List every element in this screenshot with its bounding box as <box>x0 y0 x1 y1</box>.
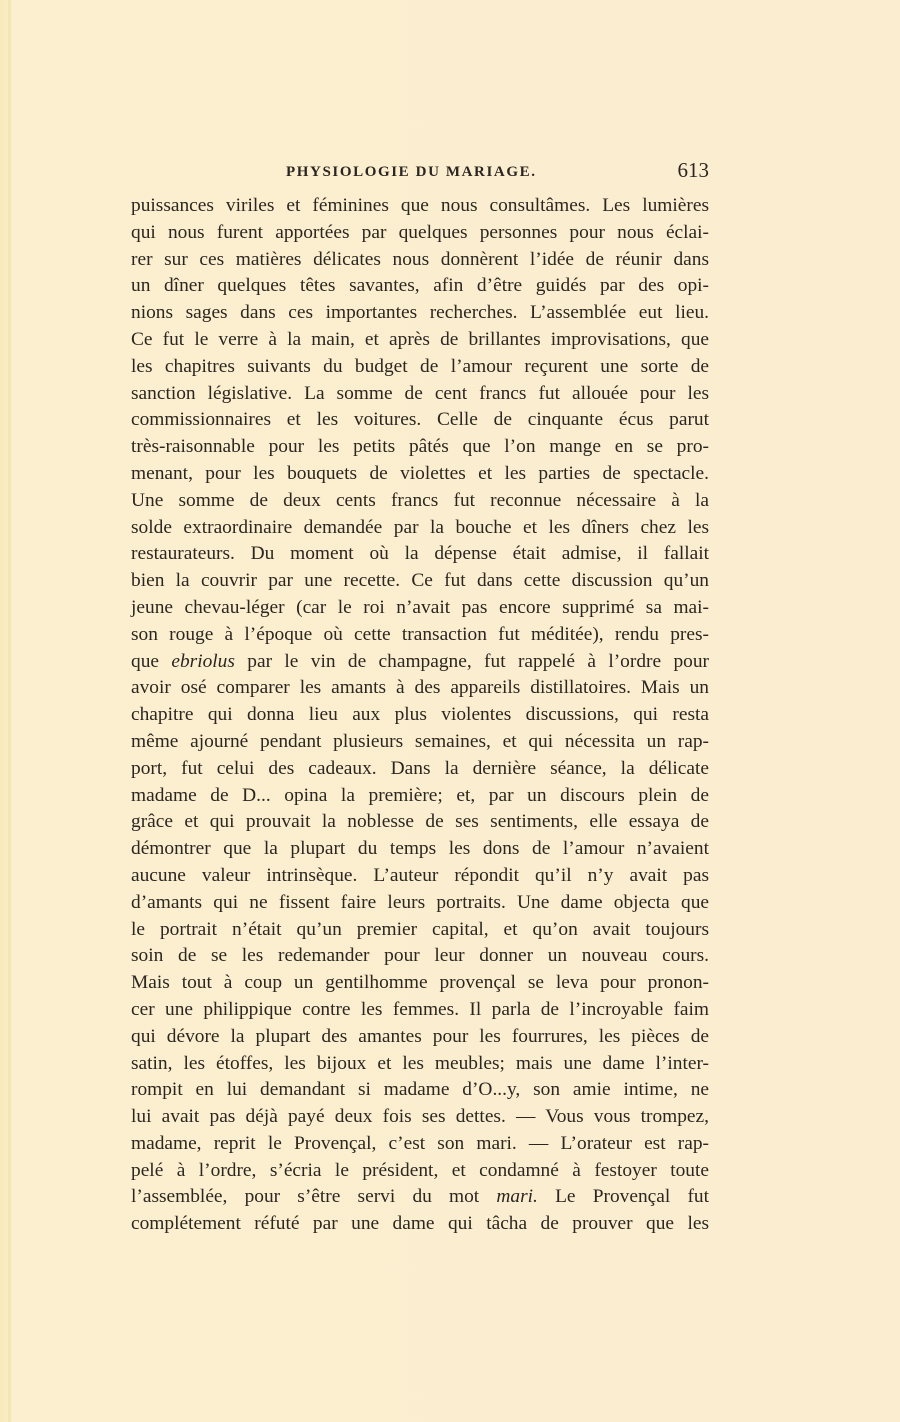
text-line <box>131 783 709 810</box>
text-line <box>131 354 709 381</box>
text-line <box>131 381 709 408</box>
text-segment: complétement réfuté par une dame qui tâcha de prouver que les <box>131 1213 709 1235</box>
text-line <box>131 300 709 327</box>
text-segment: Le Provençal fut <box>537 1186 709 1208</box>
text-line <box>131 1024 709 1051</box>
running-title: PHYSIOLOGIE DU MARIAGE. <box>286 164 537 180</box>
text-segment: sanction législative. La somme de cent francs fut allouée pour les <box>131 382 709 404</box>
text-line <box>131 756 709 783</box>
text-line <box>131 1051 709 1078</box>
text-line <box>131 890 709 917</box>
text-line <box>131 729 709 756</box>
text-segment: rer sur ces matières délicates nous donnèrent l’idée de réunir dans <box>131 248 709 270</box>
text-line <box>131 702 709 729</box>
text-line <box>131 836 709 863</box>
text-line <box>131 193 709 220</box>
text-line <box>131 595 709 622</box>
text-line <box>131 220 709 247</box>
text-segment: par le vin de champagne, fut rappelé à l’ordre pour <box>234 650 709 672</box>
text-segment: aucune valeur intrinsèque. L’auteur répondit qu’il n’y avait pas <box>131 864 709 886</box>
text-line <box>131 407 709 434</box>
text-line <box>131 809 709 836</box>
text-segment: Une somme de deux cents francs fut reconnue nécessaire à la <box>131 489 709 511</box>
text-line <box>131 568 709 595</box>
text-segment: même ajourné pendant plusieurs semaines, et qui nécessita un rap- <box>131 730 709 752</box>
text-segment: avoir osé comparer les amants à des appareils distillatoires. Mais un <box>131 677 709 699</box>
text-line <box>131 488 709 515</box>
text-line <box>131 863 709 890</box>
text-segment: nions sages dans ces importantes recherches. L’assemblée eut lieu. <box>131 302 709 324</box>
text-line <box>131 434 709 461</box>
text-line <box>131 1184 709 1211</box>
page-number: 613 <box>677 158 709 182</box>
text-line <box>131 649 709 676</box>
text-line <box>131 1077 709 1104</box>
text-segment: son rouge à l’époque où cette transaction fut méditée), rendu pres- <box>131 623 709 645</box>
text-line <box>131 1211 709 1238</box>
page-header <box>131 158 709 188</box>
text-segment: grâce et qui prouvait la noblesse de ses sentiments, elle essaya de <box>131 811 709 833</box>
text-line <box>131 943 709 970</box>
text-line <box>131 917 709 944</box>
italic-word: ebriolus <box>171 650 235 672</box>
text-segment: solde extraordinaire demandée par la bouche et les dîners chez les <box>131 516 709 538</box>
text-segment: très-raisonnable pour les petits pâtés que l’on mange en se pro- <box>131 436 709 458</box>
text-segment: jeune chevau-léger (car le roi n’avait pas encore supprimé sa mai- <box>131 596 709 618</box>
text-segment: madame de D... opina la première; et, par un discours plein de <box>131 784 709 806</box>
text-segment: pelé à l’ordre, s’écria le président, et condamné à festoyer toute <box>131 1159 709 1181</box>
text-segment: Mais tout à coup un gentilhomme provençal se leva pour pronon- <box>131 972 709 994</box>
text-segment: les chapitres suivants du budget de l’amour reçurent une sorte de <box>131 355 709 377</box>
text-segment: restaurateurs. Du moment où la dépense était admise, il fallait <box>131 543 709 565</box>
text-line <box>131 675 709 702</box>
text-segment: démontrer que la plupart du temps les dons de l’amour n’avaient <box>131 838 709 860</box>
text-segment: qui dévore la plupart des amantes pour les fourrures, les pièces de <box>131 1025 709 1047</box>
text-line <box>131 515 709 542</box>
text-segment: Ce fut le verre à la main, et après de brillantes improvisations, que <box>131 328 709 350</box>
text-segment: madame, reprit le Provençal, c’est son mari. — L’orateur est rap- <box>131 1132 709 1154</box>
text-line <box>131 1104 709 1131</box>
text-line <box>131 1131 709 1158</box>
text-segment: puissances viriles et féminines que nous consultâmes. Les lumières <box>131 195 709 216</box>
text-segment: menant, pour les bouquets de violettes et les parties de spectacle. <box>131 462 709 484</box>
text-segment: l’assemblée, pour s’être servi du mot <box>131 1186 497 1208</box>
text-segment: soin de se les redemander pour leur donner un nouveau cours. <box>131 945 709 967</box>
text-segment: un dîner quelques têtes savantes, afin d’être guidés par des opi- <box>131 275 709 297</box>
text-line <box>131 461 709 488</box>
text-line <box>131 327 709 354</box>
text-segment: bien la couvrir par une recette. Ce fut dans cette discussion qu’un <box>131 570 709 592</box>
text-segment: satin, les étoffes, les bijoux et les meubles; mais une dame l’inter- <box>131 1052 709 1074</box>
italic-word: mari. <box>496 1186 538 1208</box>
text-segment: rompit en lui demandant si madame d’O...y, son amie intime, ne <box>131 1079 709 1101</box>
text-line <box>131 541 709 568</box>
text-line <box>131 997 709 1024</box>
text-segment: lui avait pas déjà payé deux fois ses dettes. — Vous vous trompez, <box>131 1106 709 1128</box>
text-line <box>131 273 709 300</box>
text-segment: que <box>131 650 172 672</box>
text-line <box>131 970 709 997</box>
text-segment: port, fut celui des cadeaux. Dans la dernière séance, la délicate <box>131 757 709 779</box>
body-text <box>131 193 709 1238</box>
text-segment: d’amants qui ne fissent faire leurs portraits. Une dame objecta que <box>131 891 709 913</box>
text-segment: le portrait n’était qu’un premier capital, et qu’on avait toujours <box>131 918 709 940</box>
text-segment: qui nous furent apportées par quelques personnes pour nous éclai- <box>131 221 709 243</box>
text-line <box>131 247 709 274</box>
text-line <box>131 1158 709 1185</box>
text-segment: chapitre qui donna lieu aux plus violentes discussions, qui resta <box>131 704 709 726</box>
text-segment: commissionnaires et les voitures. Celle de cinquante écus parut <box>131 409 709 431</box>
page-edge <box>8 0 11 1422</box>
text-line <box>131 622 709 649</box>
text-segment: cer une philippique contre les femmes. Il parla de l’incroyable faim <box>131 998 709 1020</box>
